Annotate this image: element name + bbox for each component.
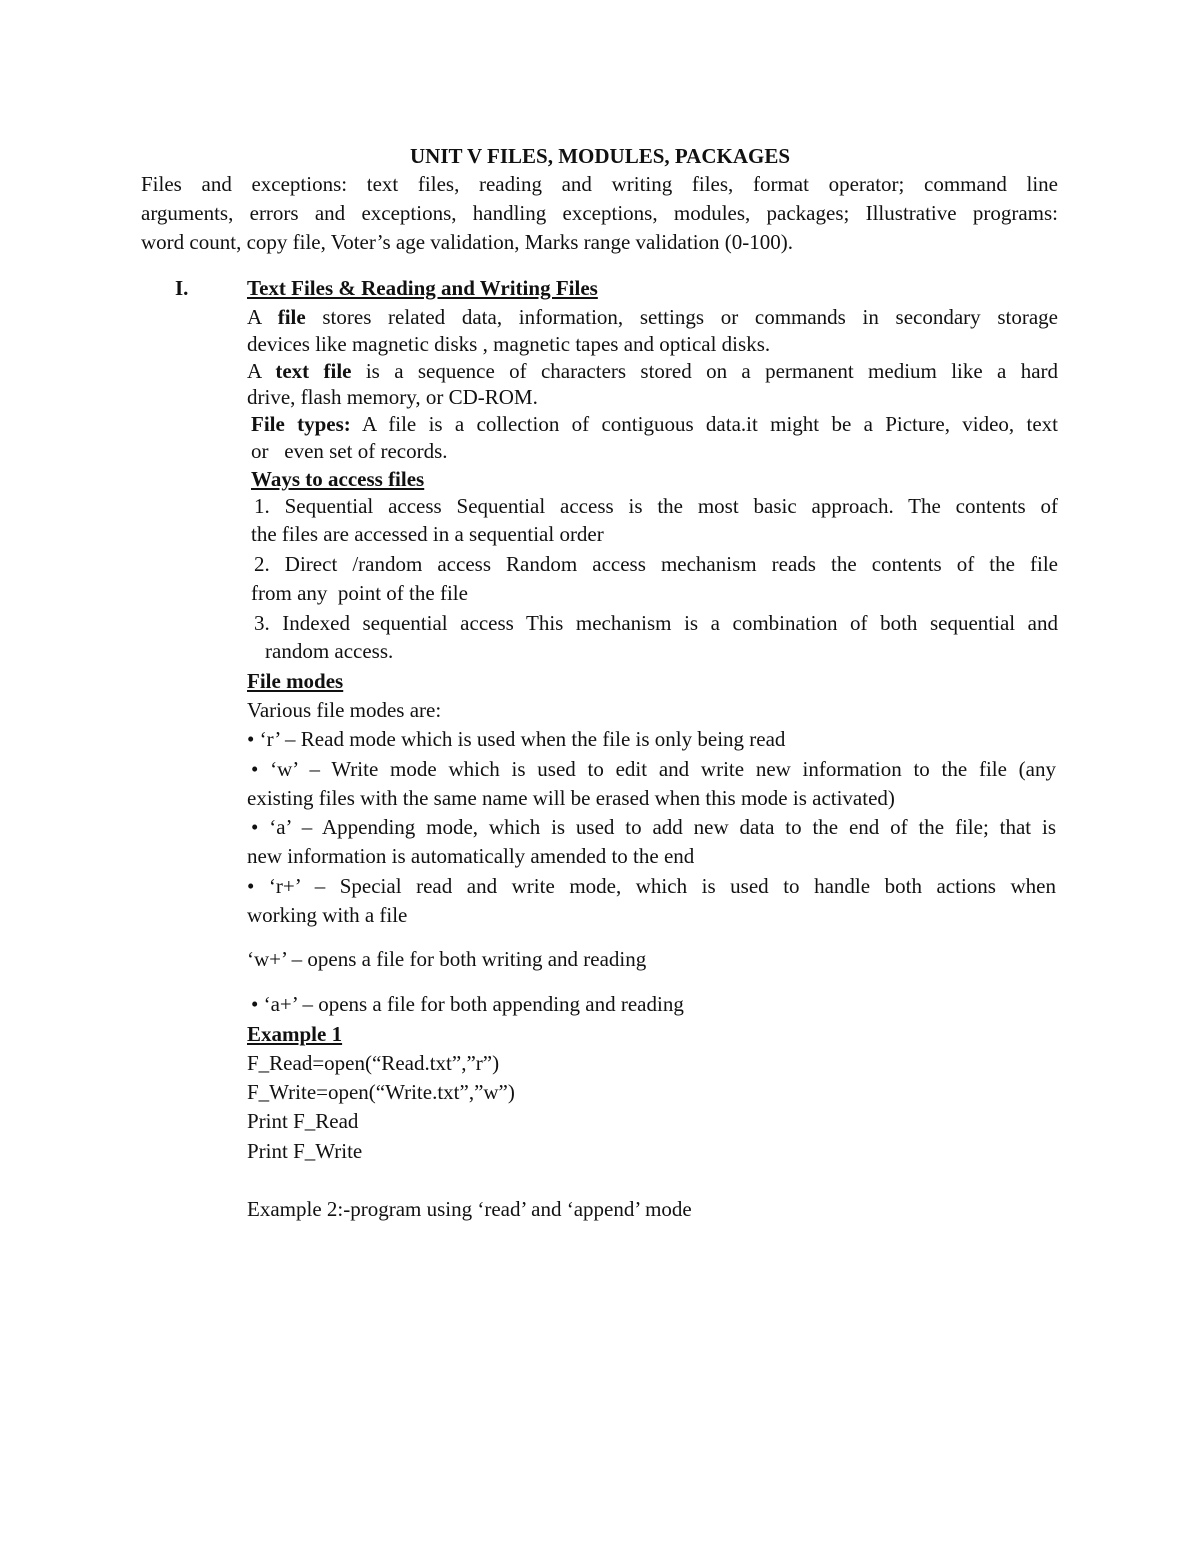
- file-modes-intro: Various file modes are:: [247, 698, 442, 722]
- example-1-code-line: Print F_Read: [247, 1109, 359, 1133]
- access-item-3-line-2: random access.: [265, 639, 394, 663]
- example-1-code-line: F_Write=open(“Write.txt”,”w”): [247, 1080, 515, 1104]
- section-heading: Text Files & Reading and Writing Files: [247, 276, 598, 300]
- example-1-code-line: F_Read=open(“Read.txt”,”r”): [247, 1051, 500, 1075]
- mode-w-line-1: • ‘w’ – Write mode which is used to edit and write new information to the file (any: [251, 757, 1056, 781]
- mode-a-line-2: new information is automatically amended to the end: [247, 844, 695, 868]
- example-1-code-line: Print F_Write: [247, 1139, 363, 1163]
- mode-rplus-line-2: working with a file: [247, 903, 408, 927]
- mode-a-line-1: • ‘a’ – Appending mode, which is used to add new data to the end of the file; that is: [251, 815, 1056, 839]
- mode-aplus: • ‘a+’ – opens a file for both appending and reading: [251, 992, 684, 1016]
- file-definition-line-2: devices like magnetic disks , magnetic tapes and optical disks.: [247, 332, 771, 356]
- mode-w-line-2: existing files with the same name will be erased when this mode is activated): [247, 786, 895, 810]
- access-heading: Ways to access files: [251, 467, 425, 491]
- access-item-1-line-1: 1. Sequential access Sequential access is the most basic approach. The contents of: [254, 494, 1058, 518]
- file-definition-line-1: A file stores related data, information, settings or commands in secondary storage: [247, 305, 1058, 329]
- access-item-2-line-2: from any point of the file: [251, 581, 468, 605]
- mode-wplus: ‘w+’ – opens a file for both writing and reading: [247, 947, 647, 971]
- access-item-2-line-1: 2. Direct /random access Random access mechanism reads the contents of the file: [254, 552, 1058, 576]
- text-file-definition-line-2: drive, flash memory, or CD-ROM.: [247, 385, 538, 409]
- file-types-line-2: or even set of records.: [251, 439, 448, 463]
- access-item-1-line-2: the files are accessed in a sequential order: [251, 522, 604, 546]
- intro-line-3: word count, copy file, Voter’s age validation, Marks range validation (0-100).: [141, 230, 794, 254]
- file-modes-heading: File modes: [247, 669, 344, 693]
- page-title: UNIT V FILES, MODULES, PACKAGES: [409, 144, 791, 168]
- intro-line-2: arguments, errors and exceptions, handling exceptions, modules, packages; Illustrative programs:: [141, 201, 1058, 225]
- example-1-heading: Example 1: [247, 1022, 343, 1046]
- intro-line-1: Files and exceptions: text files, reading and writing files, format operator; command line: [141, 172, 1058, 196]
- mode-rplus-line-1: • ‘r+’ – Special read and write mode, which is used to handle both actions when: [247, 874, 1056, 898]
- file-types-line-1: File types: A file is a collection of contiguous data.it might be a Picture, video, text: [251, 412, 1058, 436]
- text-file-definition-line-1: A text file is a sequence of characters stored on a permanent medium like a hard: [247, 359, 1059, 383]
- access-item-3-line-1: 3. Indexed sequential access This mechanism is a combination of both sequential and: [254, 611, 1058, 635]
- mode-r: • ‘r’ – Read mode which is used when the file is only being read: [247, 727, 786, 751]
- section-number: I.: [175, 276, 189, 300]
- example-2-heading: Example 2:-program using ‘read’ and ‘append’ mode: [247, 1197, 692, 1221]
